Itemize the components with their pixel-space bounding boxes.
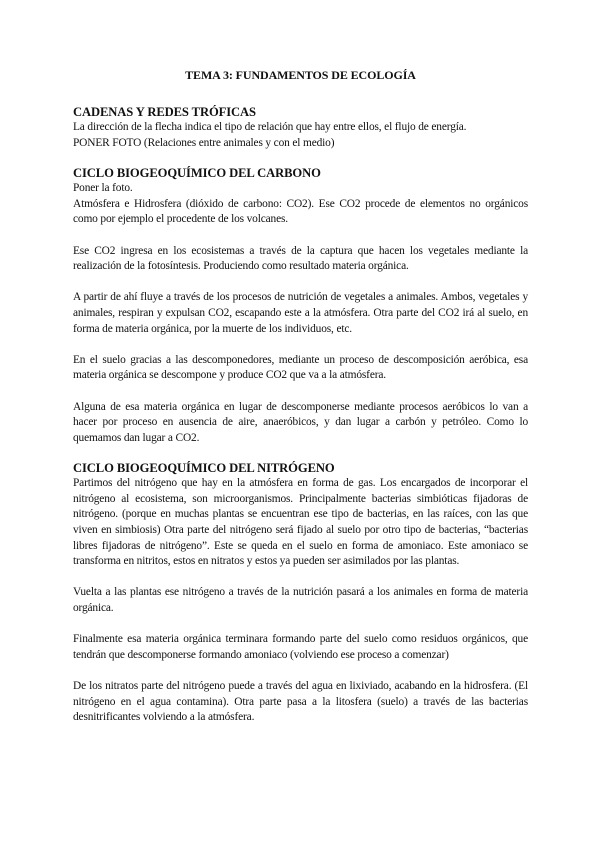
paragraph: En el suelo gracias a las descomponedores, mediante un proceso de descomposición aeróbica, esa materia orgánica se descompone y produce CO2 que va a la atmósfera. bbox=[73, 353, 528, 382]
section-heading: CADENAS Y REDES TRÓFICAS bbox=[73, 105, 256, 119]
paragraph: A partir de ahí fluye a través de los procesos de nutrición de vegetales a animales. Ambos, vegetales y animales, respiran y expulsan CO2, escapando este a la atmósfera. Otra parte del CO2 irá al suelo, en forma de materia orgánica, por la muerte de los individuos, etc. bbox=[73, 291, 528, 335]
document-content bbox=[73, 68, 528, 726]
paragraph: Ese CO2 ingresa en los ecosistemas a través de la captura que hacen los vegetales mediante la realización de la fotosíntesis. Produciendo como resultado materia orgánica. bbox=[73, 244, 528, 273]
paragraph: Poner la foto. bbox=[73, 182, 133, 195]
paragraph: Vuelta a las plantas ese nitrógeno a través de la nutrición pasará a los animales en forma de materia orgánica. bbox=[73, 586, 528, 615]
paragraph: Atmósfera e Hidrosfera (dióxido de carbono: CO2). Ese CO2 procede de elementos no orgánicos como por ejemplo el procedente de los volcanes. bbox=[73, 197, 528, 226]
section-heading: CICLO BIOGEOQUÍMICO DEL CARBONO bbox=[73, 166, 321, 181]
paragraph: Partimos del nitrógeno que hay en la atmósfera en forma de gas. Los encargados de incorporar el nitrógeno al ecosistema, son microorganismos. Principalmente bacterias simbióticas fijadoras de nitrógeno. (porque en muchas plantas se encuentran ese tipo de bacterias, en las raíces, con las que viven en simbiosis) Otra parte del nitrógeno será fijado al suelo por otro tipo de bacterias, “bacterias libres fijadoras de nitrógeno”. Este se queda en el suelo en forma de amoniaco. Este amoniaco se transforma en nitritos, estos en nitratos y estos ya pueden ser asimilados por las plantas. bbox=[73, 477, 528, 568]
section-cadenas-redes-troficas bbox=[73, 104, 528, 151]
paragraph: La dirección de la flecha indica el tipo de relación que hay entre ellos, el flujo de energía. bbox=[73, 121, 467, 133]
document-title: TEMA 3: FUNDAMENTOS DE ECOLOGÍA bbox=[185, 68, 416, 82]
section-heading: CICLO BIOGEOQUÍMICO DEL NITRÓGENO bbox=[73, 461, 335, 476]
paragraph: Alguna de esa materia orgánica en lugar de descomponerse mediante procesos aeróbicos lo van a hacer por proceso en ausencia de aire, anaeróbicos, y dan lugar a carbón y petróleo. Como lo quemamos dan lugar a CO2. bbox=[73, 400, 528, 444]
paragraph: Finalmente esa materia orgánica terminara formando parte del suelo como residuos orgánicos, que tendrán que descomponerse formando amoniaco (volviendo ese proceso a comenzar) bbox=[73, 633, 528, 661]
paragraph: De los nitratos parte del nitrógeno puede a través del agua en lixiviado, acabando en la hidrosfera. (El nitrógeno en el agua contamina). Otra parte pasa a la litosfera (suelo) a través de las bacterias desnitrificantes volviendo a la atmósfera. bbox=[73, 680, 528, 724]
section-ciclo-nitrogeno bbox=[73, 460, 528, 726]
paragraph: PONER FOTO (Relaciones entre animales y con el medio) bbox=[73, 136, 335, 149]
section-ciclo-carbono bbox=[73, 165, 528, 446]
